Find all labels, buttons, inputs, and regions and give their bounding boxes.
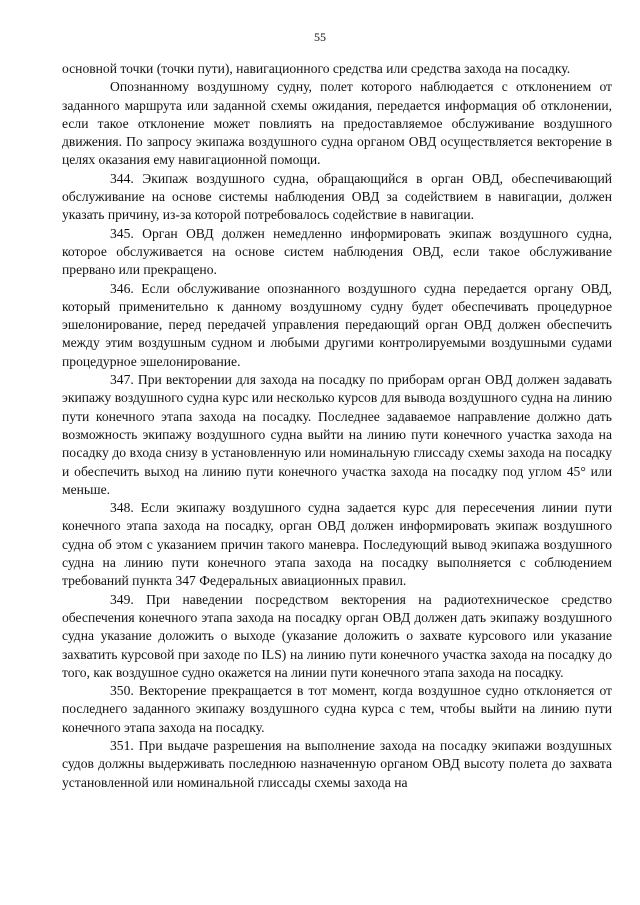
paragraph: 347. При векторении для захода на посадку по приборам орган ОВД должен задавать экипажу воздушного судна курс или несколько курсов для вывода воздушного судна на линию пути конечного этапа захода на посадку. Последнее задаваемое направление должно дать возможность экипажу воздушного судна выйти на линию пути конечного участка захода на посадку до входа снизу в установленную или номинальную глиссаду схемы захода на посадку и обеспечить выход на линию пути конечного участка захода на посадку под углом 45° или меньше.	[62, 372, 612, 497]
paragraph: 349. При наведении посредством векторения на радиотехническое средство обеспечения конечного этапа захода на посадку орган ОВД должен дать экипажу воздушного судна указание доложить о выходе (указание доложить о захвате курсового или указание захватить курсовой при заходе по ILS) на линию пути конечного участка захода на посадку до того, как воздушное судно окажется на линии пути конечного этапа захода на посадку.	[62, 591, 612, 680]
paragraph: 345. Орган ОВД должен немедленно информировать экипаж воздушного судна, которое обслуживается на основе систем наблюдения ОВД, если такое обслуживание прервано или прекращено.	[62, 225, 612, 278]
body-text	[62, 60, 612, 792]
page-number: 55	[314, 30, 326, 44]
paragraph: основной точки (точки пути), навигационного средства или средства захода на посадку.	[62, 61, 571, 76]
paragraph: Опознанному воздушному судну, полет которого наблюдается с отклонением от заданного маршрута или заданной схемы ожидания, передается информация об отклонении, если такое отклонение может повлиять на предоставляемое обслуживание воздушного движения. По запросу экипажа воздушного судна органом ОВД осуществляется векторение в целях оказания ему навигационной помощи.	[62, 79, 612, 168]
paragraph: 344. Экипаж воздушного судна, обращающийся в орган ОВД, обеспечивающий обслуживание на основе системы наблюдения ОВД за содействием в навигации, должен указать причину, из-за которой потребовалось содействие в навигации.	[62, 170, 612, 223]
paragraph: 346. Если обслуживание опознанного воздушного судна передается органу ОВД, который применительно к данному воздушному судну будет обеспечивать процедурное эшелонирование, перед передачей управления передающий орган ОВД должен обеспечить между этим воздушным судном и любыми другими контролируемыми воздушными судами процедурное эшелонирование.	[62, 280, 612, 369]
paragraph: 348. Если экипажу воздушного судна задается курс для пересечения линии пути конечного этапа захода на посадку, орган ОВД должен информировать экипаж воздушного судна об этом с указанием причин такого маневра. Последующий вывод экипажа воздушного судна на линию пути конечного этапа захода на посадку выполняется с соблюдением требований пункта 347 Федеральных авиационных правил.	[62, 500, 612, 589]
paragraph: 350. Векторение прекращается в тот момент, когда воздушное судно отклоняется от последнего заданного экипажу воздушного судна курса с тем, чтобы выйти на линию пути конечного этапа захода на посадку.	[62, 683, 612, 735]
paragraph: 351. При выдаче разрешения на выполнение захода на посадку экипажи воздушных судов должны выдерживать последнюю назначенную органом ОВД высоту полета до захвата установленной или номинальной глиссады схемы захода на	[62, 737, 612, 790]
